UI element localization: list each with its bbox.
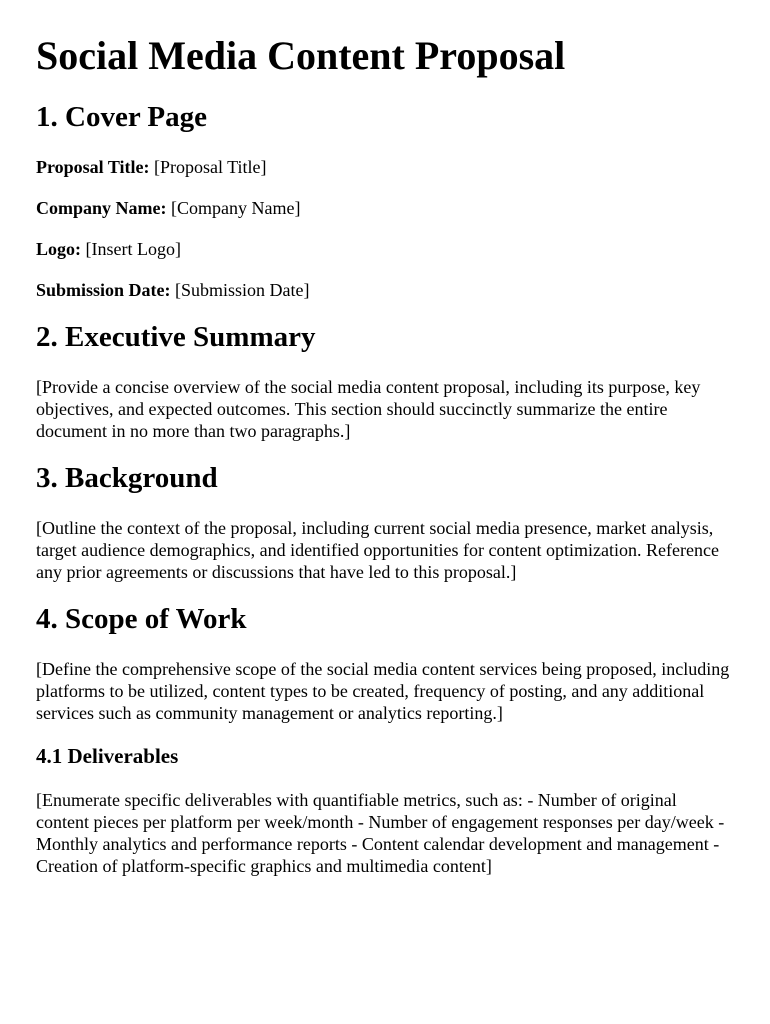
field-label: Submission Date:: [36, 280, 171, 300]
section-background: [36, 461, 734, 583]
section-cover-page: [36, 100, 734, 301]
field-submission-date: [36, 279, 734, 301]
field-label: Company Name:: [36, 198, 167, 218]
section-scope-of-work: [36, 602, 734, 877]
field-value: [Submission Date]: [175, 280, 310, 300]
section-heading-cover-page: 1. Cover Page: [36, 101, 207, 133]
document-title: Social Media Content Proposal: [36, 33, 566, 78]
section-heading-executive-summary: 2. Executive Summary: [36, 321, 316, 353]
field-label: Proposal Title:: [36, 157, 150, 177]
subsection-deliverables: [36, 743, 734, 877]
section-heading-background: 3. Background: [36, 462, 218, 494]
section-executive-summary: [36, 320, 734, 442]
field-logo: [36, 238, 734, 260]
subsection-body-deliverables: [Enumerate specific deliverables with quantifiable metrics, such as: - Number of original content pieces per platform per week/month - Number of engagement responses per day/week - Monthly analytics and performance reports - Content calendar development and management - Creation of platform-specific graphics and multimedia content]: [36, 790, 725, 876]
field-proposal-title: [36, 156, 734, 178]
section-heading-scope-of-work: 4. Scope of Work: [36, 603, 247, 635]
field-value: [Proposal Title]: [154, 157, 267, 177]
section-body-executive-summary: [Provide a concise overview of the social media content proposal, including its purpose, key objectives, and expected outcomes. This section should succinctly summarize the entire document in no more than two paragraphs.]: [36, 377, 701, 441]
field-value: [Insert Logo]: [85, 239, 181, 259]
section-body-scope-of-work: [Define the comprehensive scope of the social media content services being proposed, including platforms to be utilized, content types to be created, frequency of posting, and any additional services such as community management or analytics reporting.]: [36, 659, 730, 723]
field-company-name: [36, 197, 734, 219]
field-label: Logo:: [36, 239, 81, 259]
subsection-heading-deliverables: 4.1 Deliverables: [36, 744, 179, 768]
field-value: [Company Name]: [171, 198, 301, 218]
section-body-background: [Outline the context of the proposal, including current social media presence, market analysis, target audience demographics, and identified opportunities for content optimization. Reference any prior agreements or discussions that have led to this proposal.]: [36, 518, 719, 582]
